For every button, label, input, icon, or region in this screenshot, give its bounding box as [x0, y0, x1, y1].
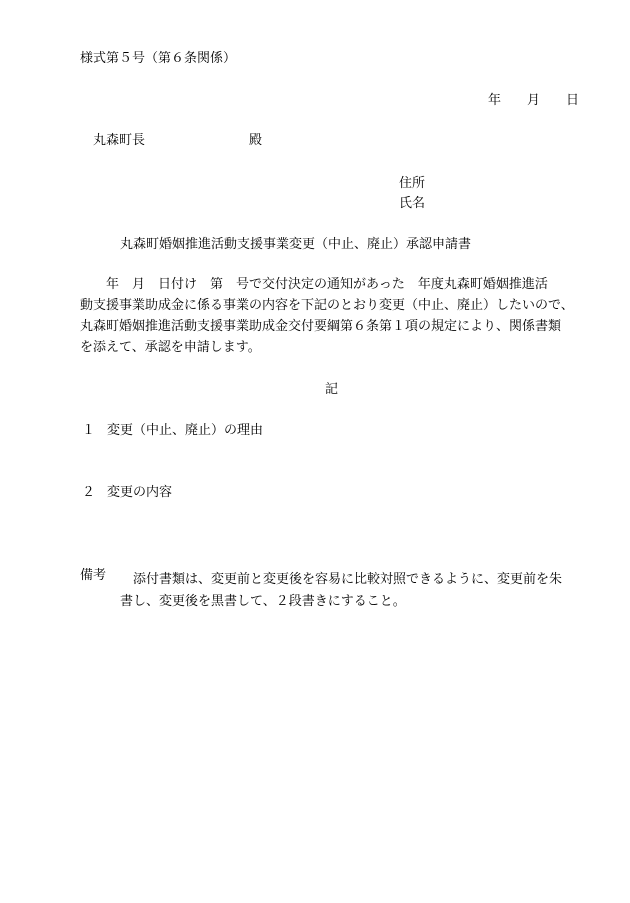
- date-year-label: 年: [488, 93, 502, 108]
- body-line: を添えて、承認を申請します。: [80, 340, 261, 355]
- body-paragraph: [80, 274, 600, 358]
- item-number: ２: [82, 485, 96, 500]
- date-line: [488, 94, 579, 107]
- remarks-label: 備考: [80, 568, 107, 583]
- body-line: 丸森町婚姻推進活動支援事業助成金交付要綱第６条第１項の規定により、関係書類: [80, 319, 562, 334]
- date-day-label: 日: [566, 93, 580, 108]
- addressee-name: 丸森町長: [93, 133, 146, 148]
- applicant-name-label: 氏名: [399, 196, 426, 211]
- item-number: １: [82, 423, 96, 438]
- body-line: 年 月 日付け 第 号で交付決定の通知があった 年度丸森町婚姻推進活: [80, 277, 548, 292]
- form-number: 様式第５号（第６条関係）: [80, 51, 237, 66]
- item-text: 変更（中止、廃止）の理由: [107, 423, 264, 438]
- document-title: 丸森町婚姻推進活動支援事業変更（中止、廃止）承認申請書: [120, 237, 472, 252]
- applicant-address-label: 住所: [399, 176, 426, 191]
- remarks-line: 書し、変更後を黒書して、２段書きにすること。: [120, 594, 406, 609]
- date-month-label: 月: [527, 93, 541, 108]
- addressee-honorific: 殿: [249, 133, 263, 148]
- remarks-line: 添付書類は、変更前と変更後を容易に比較対照できるように、変更前を朱: [133, 572, 563, 587]
- item-text: 変更の内容: [107, 485, 173, 500]
- body-line: 動支援事業助成金に係る事業の内容を下記のとおり変更（中止、廃止）したいので、: [80, 298, 574, 313]
- ki-heading: 記: [325, 382, 339, 397]
- remarks-text: [120, 569, 603, 613]
